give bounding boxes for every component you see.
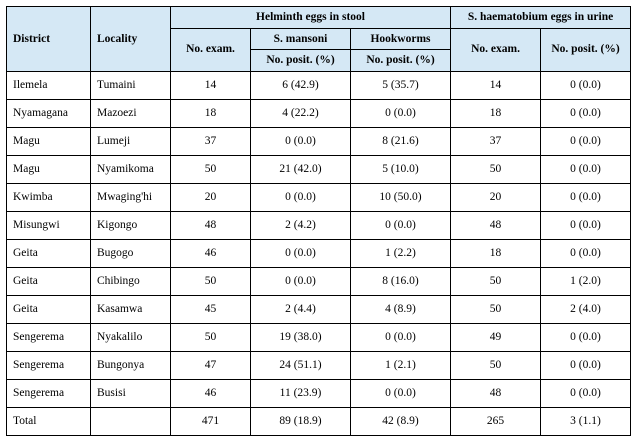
column-header-hw-noposit: No. posit. (%) [351, 50, 451, 72]
cell-s-mansoni-positive: 0 (0.0) [251, 127, 351, 155]
cell-locality: Chibingo [91, 267, 171, 295]
table-body [7, 71, 631, 435]
cell-locality [91, 407, 171, 435]
cell-hookworms-positive: 1 (2.1) [351, 351, 451, 379]
cell-urine-positive: 0 (0.0) [541, 211, 631, 239]
cell-district: Geita [7, 267, 91, 295]
cell-urine-positive: 0 (0.0) [541, 155, 631, 183]
cell-stool-noexam: 14 [171, 71, 251, 99]
cell-stool-noexam: 45 [171, 295, 251, 323]
group-header-stool: Helminth eggs in stool [171, 7, 451, 29]
cell-stool-noexam: 46 [171, 239, 251, 267]
table-row [7, 71, 631, 99]
column-header-sm-noposit: No. posit. (%) [251, 50, 351, 72]
cell-locality: Nyakalilo [91, 323, 171, 351]
cell-hookworms-positive: 8 (16.0) [351, 267, 451, 295]
cell-district: Magu [7, 127, 91, 155]
cell-hookworms-positive: 0 (0.0) [351, 323, 451, 351]
cell-urine-positive: 0 (0.0) [541, 379, 631, 407]
cell-district: Geita [7, 295, 91, 323]
cell-urine-positive: 0 (0.0) [541, 71, 631, 99]
cell-stool-noexam: 50 [171, 323, 251, 351]
column-header-stool-noexam: No. exam. [171, 28, 251, 71]
cell-district: Geita [7, 239, 91, 267]
cell-district: Magu [7, 155, 91, 183]
cell-locality: Bungonya [91, 351, 171, 379]
cell-s-mansoni-positive: 11 (23.9) [251, 379, 351, 407]
cell-locality: Kasamwa [91, 295, 171, 323]
cell-s-mansoni-positive: 2 (4.2) [251, 211, 351, 239]
cell-stool-noexam: 471 [171, 407, 251, 435]
table-row [7, 239, 631, 267]
cell-urine-noexam: 48 [451, 211, 541, 239]
header-row-1 [7, 7, 631, 29]
table-row [7, 351, 631, 379]
cell-urine-noexam: 50 [451, 155, 541, 183]
cell-urine-noexam: 37 [451, 127, 541, 155]
cell-hookworms-positive: 0 (0.0) [351, 99, 451, 127]
table-row [7, 295, 631, 323]
cell-district: Nyamagana [7, 99, 91, 127]
cell-s-mansoni-positive: 19 (38.0) [251, 323, 351, 351]
table-row [7, 127, 631, 155]
cell-s-mansoni-positive: 24 (51.1) [251, 351, 351, 379]
cell-district: Sengerema [7, 323, 91, 351]
cell-hookworms-positive: 1 (2.2) [351, 239, 451, 267]
cell-district: Ilemela [7, 71, 91, 99]
column-header-district: District [7, 7, 91, 72]
cell-urine-positive: 0 (0.0) [541, 183, 631, 211]
column-header-hookworms: Hookworms [351, 28, 451, 50]
group-header-urine: S. haematobium eggs in urine [451, 7, 631, 29]
cell-urine-noexam: 18 [451, 99, 541, 127]
cell-urine-positive: 0 (0.0) [541, 351, 631, 379]
cell-stool-noexam: 50 [171, 155, 251, 183]
cell-hookworms-positive: 42 (8.9) [351, 407, 451, 435]
cell-urine-noexam: 48 [451, 379, 541, 407]
cell-locality: Kigongo [91, 211, 171, 239]
cell-s-mansoni-positive: 89 (18.9) [251, 407, 351, 435]
cell-urine-positive: 3 (1.1) [541, 407, 631, 435]
cell-stool-noexam: 50 [171, 267, 251, 295]
cell-hookworms-positive: 4 (8.9) [351, 295, 451, 323]
cell-locality: Tumaini [91, 71, 171, 99]
cell-hookworms-positive: 0 (0.0) [351, 379, 451, 407]
column-header-urine-noexam: No. exam. [451, 28, 541, 71]
cell-district: Sengerema [7, 379, 91, 407]
cell-hookworms-positive: 10 (50.0) [351, 183, 451, 211]
column-header-s-mansoni: S. mansoni [251, 28, 351, 50]
helminth-prevalence-table [6, 6, 631, 436]
cell-urine-positive: 1 (2.0) [541, 267, 631, 295]
cell-s-mansoni-positive: 21 (42.0) [251, 155, 351, 183]
column-header-locality: Locality [91, 7, 171, 72]
cell-stool-noexam: 18 [171, 99, 251, 127]
cell-urine-noexam: 50 [451, 267, 541, 295]
cell-locality: Lumeji [91, 127, 171, 155]
cell-urine-positive: 0 (0.0) [541, 99, 631, 127]
cell-s-mansoni-positive: 0 (0.0) [251, 239, 351, 267]
cell-urine-noexam: 20 [451, 183, 541, 211]
cell-district: Kwimba [7, 183, 91, 211]
cell-hookworms-positive: 8 (21.6) [351, 127, 451, 155]
cell-hookworms-positive: 5 (35.7) [351, 71, 451, 99]
cell-stool-noexam: 48 [171, 211, 251, 239]
cell-s-mansoni-positive: 4 (22.2) [251, 99, 351, 127]
table-row [7, 183, 631, 211]
table-total-row [7, 407, 631, 435]
cell-locality: Mazoezi [91, 99, 171, 127]
cell-locality: Mwaging'hi [91, 183, 171, 211]
cell-locality: Nyamikoma [91, 155, 171, 183]
table-row [7, 379, 631, 407]
cell-urine-noexam: 14 [451, 71, 541, 99]
cell-urine-noexam: 18 [451, 239, 541, 267]
cell-s-mansoni-positive: 6 (42.9) [251, 71, 351, 99]
table-row [7, 323, 631, 351]
cell-s-mansoni-positive: 0 (0.0) [251, 183, 351, 211]
cell-locality: Bugogo [91, 239, 171, 267]
cell-urine-noexam: 265 [451, 407, 541, 435]
cell-urine-positive: 2 (4.0) [541, 295, 631, 323]
cell-urine-noexam: 49 [451, 323, 541, 351]
cell-s-mansoni-positive: 2 (4.4) [251, 295, 351, 323]
cell-hookworms-positive: 0 (0.0) [351, 211, 451, 239]
cell-urine-positive: 0 (0.0) [541, 239, 631, 267]
cell-hookworms-positive: 5 (10.0) [351, 155, 451, 183]
cell-stool-noexam: 47 [171, 351, 251, 379]
cell-urine-positive: 0 (0.0) [541, 127, 631, 155]
cell-district: Sengerema [7, 351, 91, 379]
table-header [7, 7, 631, 72]
cell-urine-positive: 0 (0.0) [541, 323, 631, 351]
cell-district: Total [7, 407, 91, 435]
cell-locality: Busisi [91, 379, 171, 407]
cell-s-mansoni-positive: 0 (0.0) [251, 267, 351, 295]
cell-urine-noexam: 50 [451, 351, 541, 379]
cell-stool-noexam: 37 [171, 127, 251, 155]
column-header-urine-noposit: No. posit. (%) [541, 28, 631, 71]
cell-stool-noexam: 46 [171, 379, 251, 407]
table-row [7, 99, 631, 127]
table-row [7, 267, 631, 295]
cell-district: Misungwi [7, 211, 91, 239]
table-row [7, 211, 631, 239]
table-row [7, 155, 631, 183]
cell-stool-noexam: 20 [171, 183, 251, 211]
cell-urine-noexam: 50 [451, 295, 541, 323]
